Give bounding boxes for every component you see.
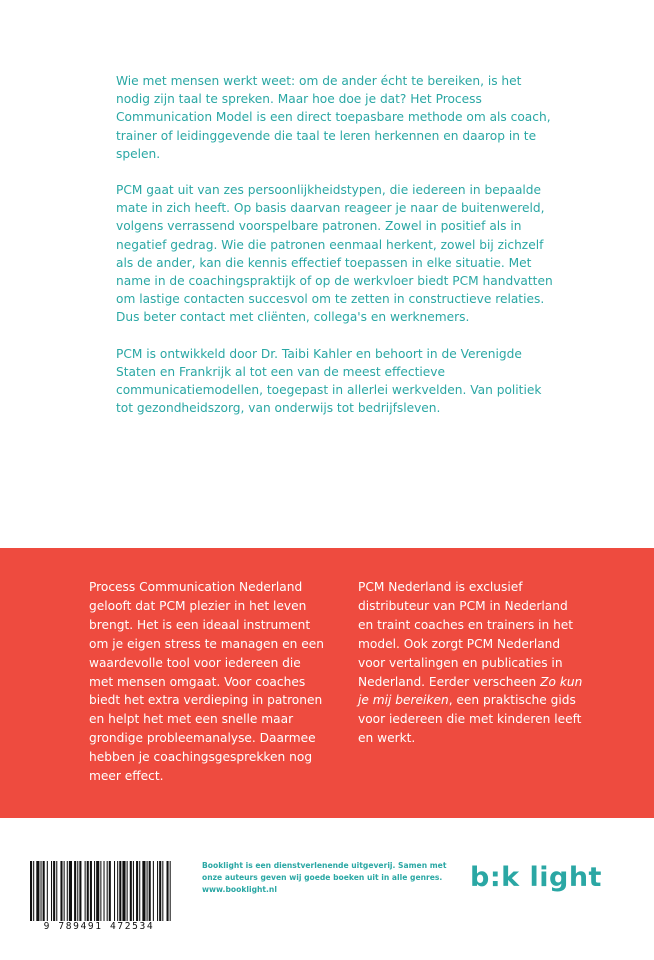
intro-paragraph-2: PCM gaat uit van zes persoonlijkheidstypen, die iedereen in bepaalde mate in zich heeft. Op basis daarvan reageer je naar de buitenwereld, volgens verrassend voorspelbare patronen. Zowel in positief als in negatief gedrag. Wie die patronen eenmaal herkent, zowel bij zichzelf als de ander, kan die kennis effectief toepassen in elke situatie. Met name in de coachingspraktijk of op de werkvloer biedt PCM handvatten om lastige contacten succesvol om te zetten in constructieve relaties. Dus beter contact met cliënten, collega's en werknemers. [116,183,553,325]
intro-text [116,72,556,435]
distributor-text-end: , een praktische gids voor iedereen die met kinderen leeft en werkt. [358,693,582,746]
book-title: Zo kun je mij bereiken [358,674,583,708]
publisher-line-2: onze auteurs geven wij goede boeken uit in alle genres. [202,873,443,882]
distributor-text [358,578,586,748]
intro-paragraph-3: PCM is ontwikkeld door Dr. Taibi Kahler en behoort in de Verenigde Staten en Frankrijk al tot een van de meest effectieve communicatiemodellen, toegepast in allerlei werkvelden. Van politiek tot gezondheidszorg, van onderwijs tot bedrijfsleven. [116,346,542,416]
publisher-url: www.booklight.nl [202,885,277,894]
booklight-logo: b:k light [470,862,602,893]
back-footer [0,818,654,960]
distributor-text-start: PCM Nederland is exclusief distributeur van PCM in Nederland en traint coaches en trainers in het model. Ook zorgt PCM Nederland voor vertalingen en publicaties in Nederland. Eerder verscheen [358,580,574,689]
barcode-bars [24,861,174,923]
pcm-nederland-column [89,578,325,786]
isbn-digits: 9 789491 472534 [24,921,174,932]
pcm-nederland-text: Process Communication Nederland gelooft dat PCM plezier in het leven brengt. Het is een ideaal instrument om je eigen stress te managen en een waardevolle tool voor iedereen die met mensen omgaat. Voor coaches biedt het extra verdieping in patronen en helpt het met een snelle maar grondige probleemanalyse. Daarmee hebben je coachingsgesprekken nog meer effect. [89,580,324,784]
intro-paragraph-1: Wie met mensen werkt weet: om de ander écht te bereiken, is het nodig zijn taal te spreken. Maar hoe doe je dat? Het Process Communication Model is een direct toepasbare methode om als coach, trainer of leidinggevende die taal te leren herkennen en daarop in te spelen. [116,74,551,161]
distributor-column [358,578,586,748]
publisher-line-1: Booklight is een dienstverlenende uitgeverij. Samen met [202,861,447,870]
publisher-note [202,860,452,896]
red-panel [0,548,654,818]
barcode [24,861,174,936]
